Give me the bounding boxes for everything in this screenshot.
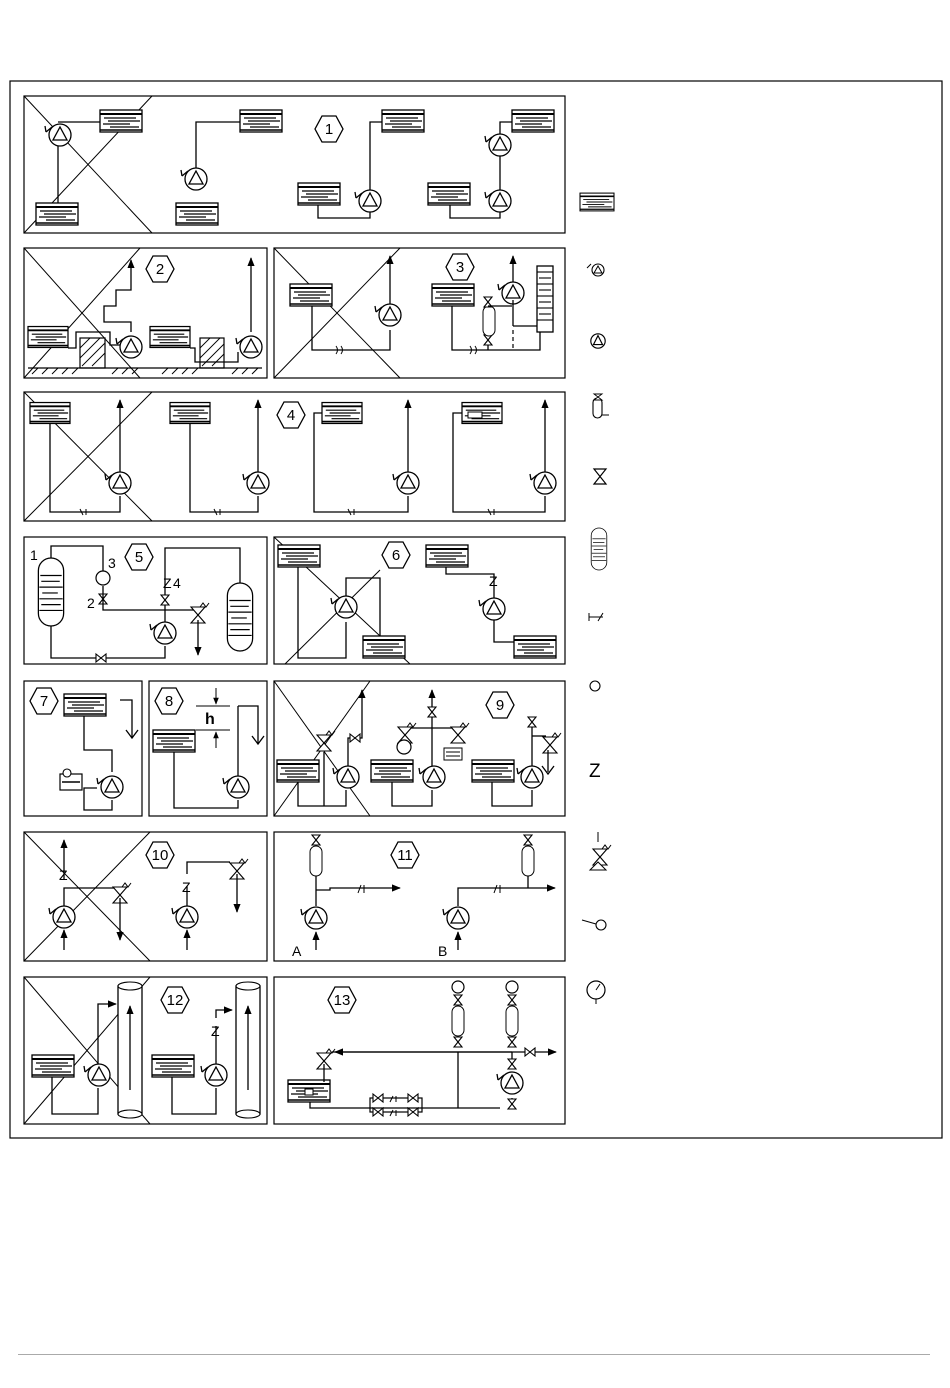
panel-5	[24, 537, 267, 664]
tank-symbol	[580, 193, 614, 211]
pump-with-valve-symbol	[587, 264, 604, 276]
gate-valve-symbol	[594, 469, 606, 484]
check-valve-z-symbol	[589, 761, 601, 782]
panel-number-5: 5	[134, 549, 144, 566]
panel-5-label-3: 3	[108, 555, 116, 571]
panel-5-label-2: 2	[87, 595, 95, 611]
panel-number-7: 7	[39, 693, 49, 710]
panel-4	[24, 392, 565, 521]
panel-11-label-b: B	[438, 943, 448, 959]
panel-12	[24, 977, 267, 1124]
non-return-valve-symbol	[589, 613, 603, 621]
panel-6	[274, 537, 565, 664]
panel-8	[149, 681, 267, 816]
panel-5-label-1: 1	[30, 547, 38, 563]
panel-number-1: 1	[324, 121, 334, 138]
svg-text:Z: Z	[589, 761, 601, 782]
panel-number-8: 8	[164, 693, 174, 710]
panel-number-11: 11	[397, 847, 413, 864]
panel-number-4: 4	[286, 407, 296, 424]
legend-column	[580, 193, 614, 1004]
pressure-vessel-symbol	[593, 394, 609, 418]
svg-text:Z: Z	[489, 573, 498, 589]
panel-number-9: 9	[495, 697, 505, 714]
panel-number-10: 10	[151, 847, 169, 864]
svg-text:Z: Z	[163, 575, 172, 591]
safety-valve-symbol	[590, 832, 611, 870]
panel-10	[24, 832, 267, 961]
panel-3	[274, 248, 565, 378]
panel-13	[274, 977, 565, 1124]
panel-9	[274, 681, 565, 816]
panel-7	[24, 681, 142, 816]
panel-2	[24, 248, 267, 378]
pump-symbol	[591, 334, 605, 348]
panel-11-label-a: A	[292, 943, 302, 959]
vertical-vessel-symbol	[591, 528, 607, 570]
panel-number-6: 6	[391, 547, 401, 564]
panel-number-3: 3	[455, 259, 465, 276]
float-switch-symbol	[582, 920, 606, 930]
panel-number-13: 13	[333, 992, 351, 1009]
svg-text:Z: Z	[211, 1023, 220, 1039]
small-pressure-gauge-symbol	[590, 681, 600, 691]
panel-number-12: 12	[166, 992, 184, 1009]
panel-8-label-h: h	[205, 711, 215, 728]
footer-rule	[18, 1354, 930, 1355]
panel-11	[274, 832, 565, 961]
panel-1	[24, 96, 565, 233]
pressure-gauge-symbol	[587, 981, 605, 1004]
svg-text:Z: Z	[182, 879, 191, 895]
panel-number-2: 2	[155, 261, 165, 278]
svg-text:Z: Z	[59, 867, 68, 883]
panel-5-label-4: 4	[173, 575, 181, 591]
